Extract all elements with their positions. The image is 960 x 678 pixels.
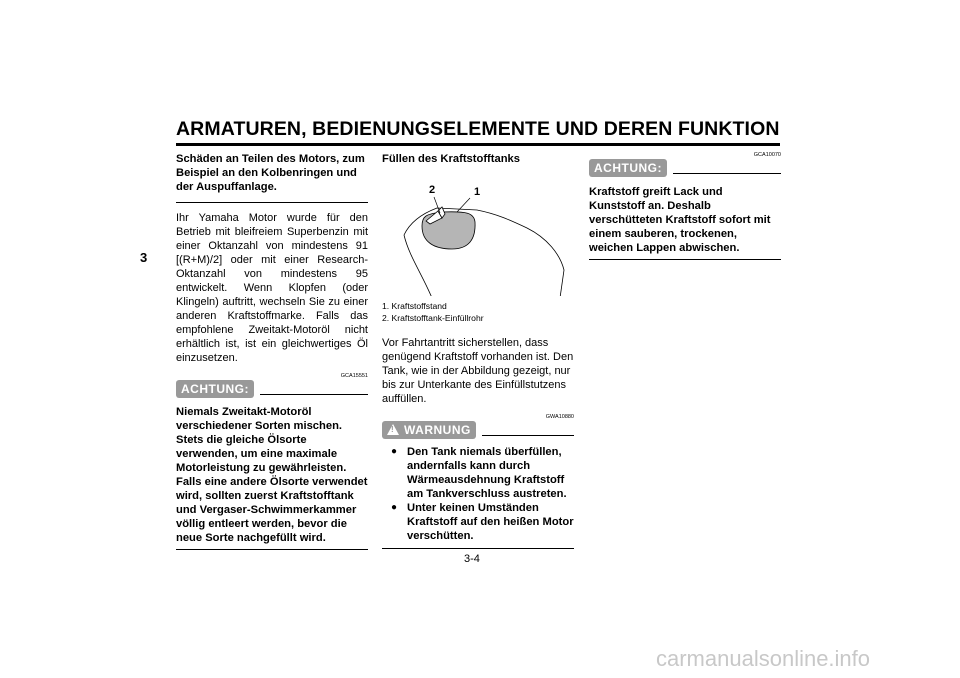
page-header [176,118,780,146]
divider [589,259,781,260]
reference-code: GWA10880 [545,414,574,420]
notice-header [176,380,368,398]
list-item: ● Unter keinen Umständen Kraftstoff auf den heißen Motor verschütten. [382,501,574,543]
notice-text: Kraftstoff greift Lack und Kunststoff an. Deshalb verschütteten Kraftstoff sofort mit einem sauberen, trockenen, weichen Lappen abwischen. [589,186,771,254]
body-text: Ihr Yamaha Motor wurde für den Betrieb mit bleifreiem Superbenzin mit einer Oktanzahl von mindestens 91 [(R+M)/2] oder mit einer Research-Oktanzahl von mindestens 95 entwickelt. Wenn Klopfen (oder Klingeln) auftritt, wechseln Sie zu einer anderen Kraftstoffmarke. Falls das empfohlene Zweitakt-Motoröl nicht erhältlich ist, ist ein gleichwertiges Öl einzusetzen. [176,212,368,364]
header-rule [176,143,780,146]
warning-label: WARNUNG [404,423,471,437]
callout-label: 2 [429,184,436,196]
notice-badge: ACHTUNG: [589,159,667,177]
notice-header [589,159,781,177]
divider [176,549,368,550]
list-item: ● Den Tank niemals überfüllen, andernfalls kann durch Wärmeausdehnung Kraftstoff am Tankverschluss austreten. [382,445,574,501]
legend-item: 1. Kraftstoffstand [382,301,447,311]
section-heading: Schäden an Teilen des Motors, zum Beispiel an den Kolbenringen und der Auspuffanlage. [176,153,365,193]
body-text: Vor Fahrtantritt sicherstellen, dass genügend Kraftstoff vorhanden ist. Den Tank, wie in der Abbildung gezeigt, nur bis zur Unterkante des Einfüllstutzens auffüllen. [382,337,574,405]
warning-badge [382,421,476,439]
page-title: ARMATUREN, BEDIENUNGSELEMENTE UND DEREN FUNKTION [176,118,780,140]
reference-code: GCA10070 [753,152,781,158]
column-left [176,152,368,550]
notice-text: Niemals Zweitakt-Motoröl verschiedener Sorten mischen. Stets die gleiche Ölsorte verwenden, um eine maximale Motorleistung zu gewährleisten. Falls eine andere Ölsorte verwendet wird, sollten zuerst Kraftstofftank und Vergaser-Schwimmerkammer völlig entleert werden, bevor die neue Sorte nachgefüllt wird. [176,406,368,544]
chapter-tab: 3 [140,250,148,265]
reference-code: GCA15551 [340,373,368,379]
notice-line [260,394,368,395]
column-right [589,152,781,260]
warning-header [382,421,574,439]
section-heading: Füllen des Kraftstofftanks [382,153,520,165]
notice-line [673,173,781,174]
divider [176,202,368,203]
fuel-tank-figure [382,166,574,296]
divider [382,548,574,549]
callout-label: 1 [474,186,481,198]
notice-badge: ACHTUNG: [176,380,254,398]
watermark: carmanualsonline.info [656,646,871,671]
figure-legend [382,300,574,324]
warning-list [382,445,574,543]
warning-line [482,435,574,436]
column-middle [382,152,574,549]
legend-item: 2. Kraftstofftank-Einfüllrohr [382,313,484,323]
page-number: 3-4 [464,553,480,565]
warning-icon [387,424,399,435]
